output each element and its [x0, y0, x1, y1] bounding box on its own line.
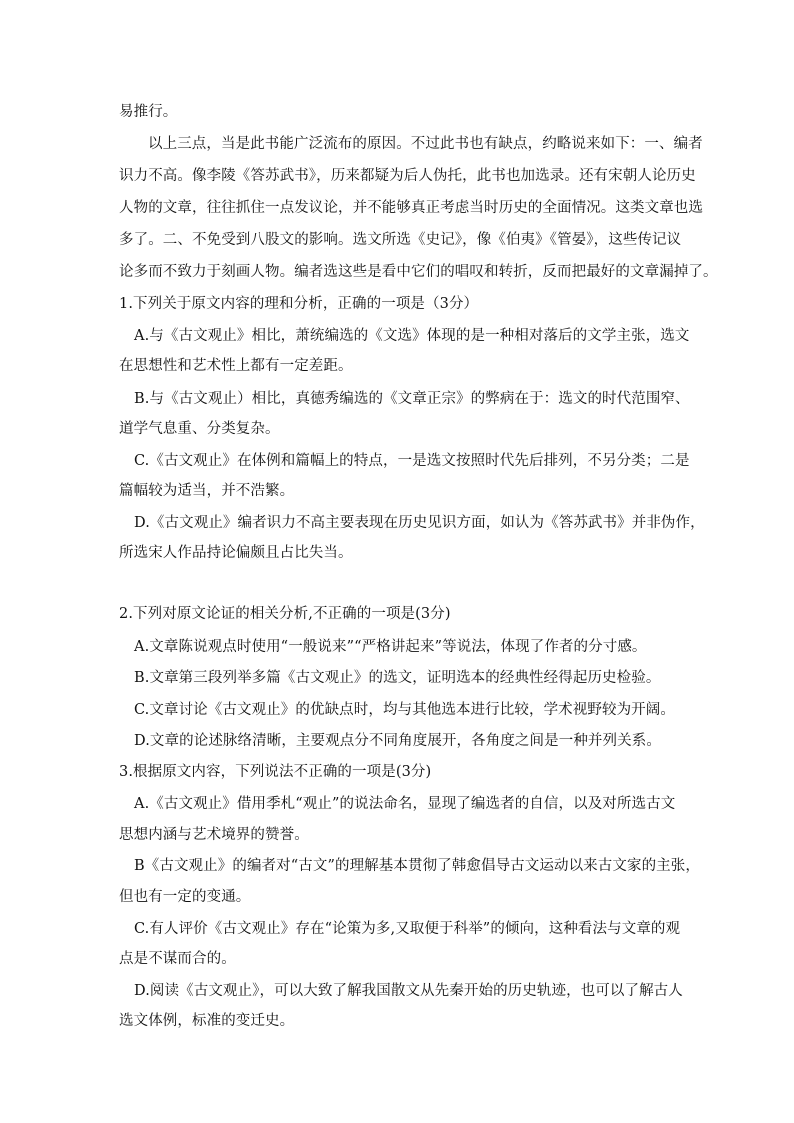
option-line: B.与《古文观止）相比，真德秀编选的《文章正宗》的弊病在于：选文的时代范围窄、 [134, 391, 690, 407]
option-line: A.与《古文观止》相比，萧统编选的《文选》体现的是一种相对落后的文学主张，选文 [134, 328, 690, 344]
option-line: A.《古文观止》借用季札“观止”的说法命名，显现了编选者的自信，以及对所选古文 [134, 796, 676, 812]
passage-line: 以上三点，当是此书能广泛流布的原因。不过此书也有缺点，约略说来如下：一、编者 [148, 136, 703, 152]
option-line: 所选宋人作品持论偏颇且占比失当。 [119, 545, 353, 561]
passage-line: 识力不高。像李陵《答苏武书》，历来都疑为后人伪托，此书也加选录。还有宋朝人论历史 [119, 168, 696, 184]
question-stem: 3.根据原文内容，下列说法不正确的一项是(3分) [119, 764, 432, 780]
option-line: 点是不谋而合的。 [119, 951, 236, 967]
option-line: 选文体例，标准的变迁史。 [119, 1013, 295, 1029]
option-line: C.有人评价《古文观止》存在“论策为多,又取便于科举”的倾向，这种看法与文章的观 [134, 921, 681, 937]
option-line: 思想内涵与艺术境界的赞誉。 [119, 827, 309, 843]
option-line: 但也有一定的变通。 [119, 889, 251, 905]
passage-line: 易推行。 [119, 104, 178, 120]
passage-line: 论多而不致力于刻画人物。编者选这些是看中它们的唱叹和转折，反而把最好的文章漏掉了。 [119, 264, 718, 280]
option-a: A.文章陈说观点时使用“一般说来”“严格讲起来”等说法，体现了作者的分寸感。 [134, 639, 647, 655]
passage-line: 人物的文章，往往抓住一点发议论，并不能够真正考虑当时历史的全面情况。这类文章也选 [119, 200, 703, 216]
option-c: C.文章讨论《古文观止》的优缺点时，均与其他选本进行比较，学术视野较为开阔。 [134, 702, 675, 718]
option-b: B.文章第三段列举多篇《古文观止》的选文，证明选本的经典性经得起历史检验。 [134, 670, 661, 686]
option-line: D.阅读《古文观止》，可以大致了解我国散文从先秦开始的历史轨迹，也可以了解古人 [134, 983, 683, 999]
question-stem: 2.下列对原文论证的相关分析,不正确的一项是(3分) [119, 606, 451, 622]
option-line: 道学气息重、分类复杂。 [119, 421, 280, 437]
option-line: 篇幅较为适当，并不浩繁。 [119, 483, 295, 499]
option-line: D.《古文观止》编者识力不高主要表现在历史见识方面，如认为《答苏武书》并非伪作， [134, 515, 705, 531]
option-line: C.《古文观止》在体例和篇幅上的特点，一是选文按照时代先后排列，不另分类；二是 [134, 453, 690, 469]
question-stem: 1.下列关于原文内容的理和分析，正确的一项是（3分） [119, 296, 479, 312]
option-line: 在思想性和艺术性上都有一定差距。 [119, 358, 353, 374]
option-line: B《古文观止》的编者对“古文”的理解基本贯彻了韩愈倡导古文运动以来古文家的主张， [134, 858, 700, 874]
option-d: D.文章的论述脉络清晰，主要观点分不同角度展开，各角度之间是一种并列关系。 [134, 733, 661, 749]
passage-line: 多了。二、不免受到八股文的影响。选文所选《史记》，像《伯夷》《管晏》，这些传记议 [119, 232, 682, 248]
